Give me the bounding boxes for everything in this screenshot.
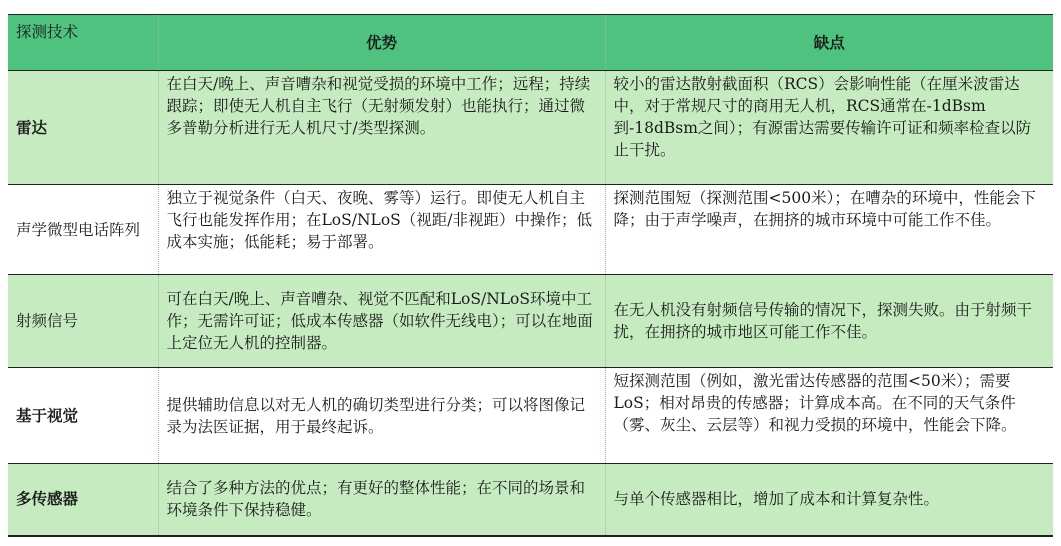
row-technology-name: 射频信号 — [16, 312, 79, 330]
table-row — [8, 464, 1053, 536]
row-disadvantage: 较小的雷达散射截面积（RCS）会影响性能（在厘米波雷达中，对于常规尺寸的商用无人机，RCS通常在-1dBsm到-18dBsm之间）；有源雷达需要传输许可证和频率检查以防止干扰。 — [605, 71, 1053, 185]
table-row — [8, 71, 1053, 185]
header-technology: 探测技术 — [16, 23, 79, 41]
row-advantage: 在白天/晚上、声音嘈杂和视觉受损的环境中工作；远程；持续跟踪；即使无人机自主飞行（无射频发射）也能执行；通过微多普勒分析进行无人机尺寸/类型探测。 — [158, 71, 605, 185]
row-advantage: 结合了多种方法的优点；有更好的整体性能；在不同的场景和环境条件下保持稳健。 — [158, 464, 605, 536]
row-technology-name: 多传感器 — [16, 489, 79, 509]
detection-technology-table — [8, 14, 1053, 537]
row-technology-name: 雷达 — [16, 117, 48, 137]
table-row — [8, 368, 1053, 464]
row-disadvantage: 在无人机没有射频信号传输的情况下，探测失败。由于射频干扰，在拥挤的城市地区可能工作不佳。 — [605, 275, 1053, 368]
row-disadvantage: 短探测范围（例如，激光雷达传感器的范围<50米）；需要LoS；相对昂贵的传感器；计算成本高。在不同的天气条件（雾、灰尘、云层等）和视力受损的环境中，性能会下降。 — [605, 368, 1053, 464]
header-disadvantage: 缺点 — [605, 15, 1053, 71]
row-disadvantage: 探测范围短（探测范围<500米）；在嘈杂的环境中，性能会下降；由于声学噪声，在拥挤的城市环境中可能工作不佳。 — [605, 185, 1053, 275]
table-row — [8, 275, 1053, 368]
row-technology-name: 声学微型电话阵列 — [16, 220, 141, 239]
row-technology-name: 基于视觉 — [16, 405, 79, 425]
row-disadvantage: 与单个传感器相比，增加了成本和计算复杂性。 — [605, 464, 1053, 536]
comparison-table-container — [8, 14, 1053, 537]
row-advantage: 提供辅助信息以对无人机的确切类型进行分类；可以将图像记录为法医证据，用于最终起诉。 — [158, 368, 605, 464]
row-advantage: 可在白天/晚上、声音嘈杂、视觉不匹配和LoS/NLoS环境中工作；无需许可证；低成本传感器（如软件无线电）；可以在地面上定位无人机的控制器。 — [158, 275, 605, 368]
table-row — [8, 185, 1053, 275]
table-header-row — [8, 15, 1053, 71]
row-advantage: 独立于视觉条件（白天、夜晚、雾等）运行。即使无人机自主飞行也能发挥作用；在LoS/NLoS（视距/非视距）中操作；低成本实施；低能耗；易于部署。 — [158, 185, 605, 275]
header-advantage: 优势 — [158, 15, 605, 71]
